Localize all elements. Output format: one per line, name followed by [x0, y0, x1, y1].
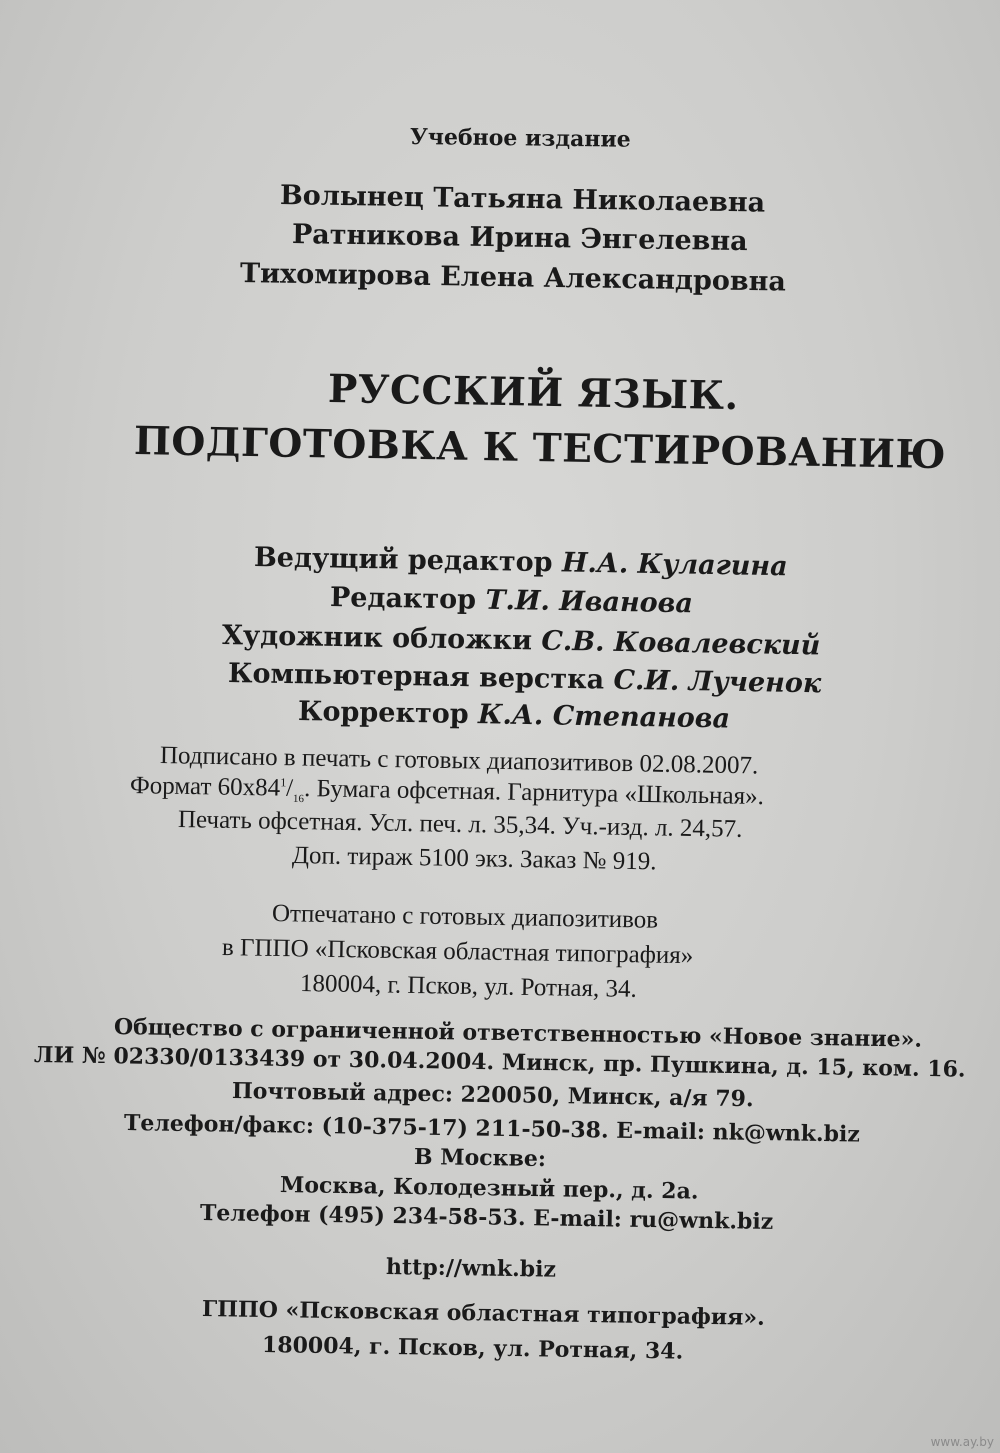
format-subscript: 16 — [292, 792, 305, 806]
printer-name: ГППО «Псковская областная типография». — [201, 1296, 765, 1331]
staff-person: К.А. Степанова — [477, 699, 731, 735]
book-title-line-1: РУССКИЙ ЯЗЫК. — [327, 366, 740, 420]
staff-editor — [330, 582, 693, 619]
printer-address: 180004, г. Псков, ул. Ротная, 34. — [261, 1332, 684, 1365]
staff-role: Корректор — [297, 696, 469, 730]
print-printing: Печать офсетная. Усл. печ. л. 35,34. Уч.-изд. л. 24,57. — [177, 806, 743, 843]
staff-role: Компьютерная верстка — [227, 658, 605, 696]
publisher-postal: Почтовый адрес: 220050, Минск, а/я 79. — [231, 1078, 754, 1113]
publisher-phone: Телефон/факс: (10-375-17) 211-50-38. E-mail: nk@wnk.biz — [123, 1110, 861, 1148]
staff-role: Редактор — [329, 582, 477, 616]
staff-lead-editor — [254, 542, 788, 582]
staff-person: С.И. Лученок — [613, 664, 822, 700]
staff-person: Т.И. Иванова — [485, 584, 694, 620]
printed-at-2: в ГППО «Псковская областная типография» — [221, 934, 694, 970]
format-suffix: . Бумага офсетная. Гарнитура «Школьная». — [303, 775, 765, 811]
staff-person: Н.А. Кулагина — [561, 547, 788, 583]
author-2: Ратникова Ирина Энгелевна — [291, 219, 748, 258]
publisher-moscow-phone: Телефон (495) 234-58-53. E-mail: ru@wnk.biz — [199, 1200, 774, 1236]
format-superscript: 1 — [280, 775, 287, 790]
staff-role: Художник обложки — [221, 620, 533, 657]
printed-at-1: Отпечатано с готовых диапозитивов — [271, 900, 659, 934]
publisher-moscow-heading: В Москве: — [413, 1144, 547, 1173]
book-title-line-2: ПОДГОТОВКА К ТЕСТИРОВАНИЮ — [133, 418, 947, 479]
staff-role: Ведущий редактор — [253, 542, 553, 579]
publisher-moscow-address: Москва, Колодезный пер., д. 2а. — [279, 1172, 699, 1205]
publisher-license: ЛИ № 02330/0133439 от 30.04.2004. Минск, пр. Пушкина, д. 15, ком. 16. — [33, 1042, 966, 1083]
format-prefix: Формат 60х84 — [129, 772, 281, 802]
site-watermark: www.ay.by — [930, 1435, 994, 1449]
print-signed: Подписано в печать с готовых диапозитивов 02.08.2007. — [159, 742, 759, 780]
author-1: Волынец Татьяна Николаевна — [279, 180, 766, 219]
staff-cover-artist — [222, 620, 821, 661]
staff-layout — [228, 658, 822, 699]
printed-at-3: 180004, г. Псков, ул. Ротная, 34. — [299, 970, 637, 1003]
print-run: Доп. тираж 5100 экз. Заказ № 919. — [291, 842, 657, 876]
format-slash: / — [285, 774, 294, 802]
staff-proofreader — [298, 696, 731, 735]
publisher-website: http://wnk.biz — [385, 1254, 557, 1283]
publisher-name: Общество с ограниченной ответственностью «Новое знание». — [113, 1014, 923, 1053]
author-3: Тихомирова Елена Александровна — [239, 258, 787, 298]
edition-type: Учебное издание — [409, 124, 631, 153]
staff-person: С.В. Ковалевский — [541, 625, 821, 662]
